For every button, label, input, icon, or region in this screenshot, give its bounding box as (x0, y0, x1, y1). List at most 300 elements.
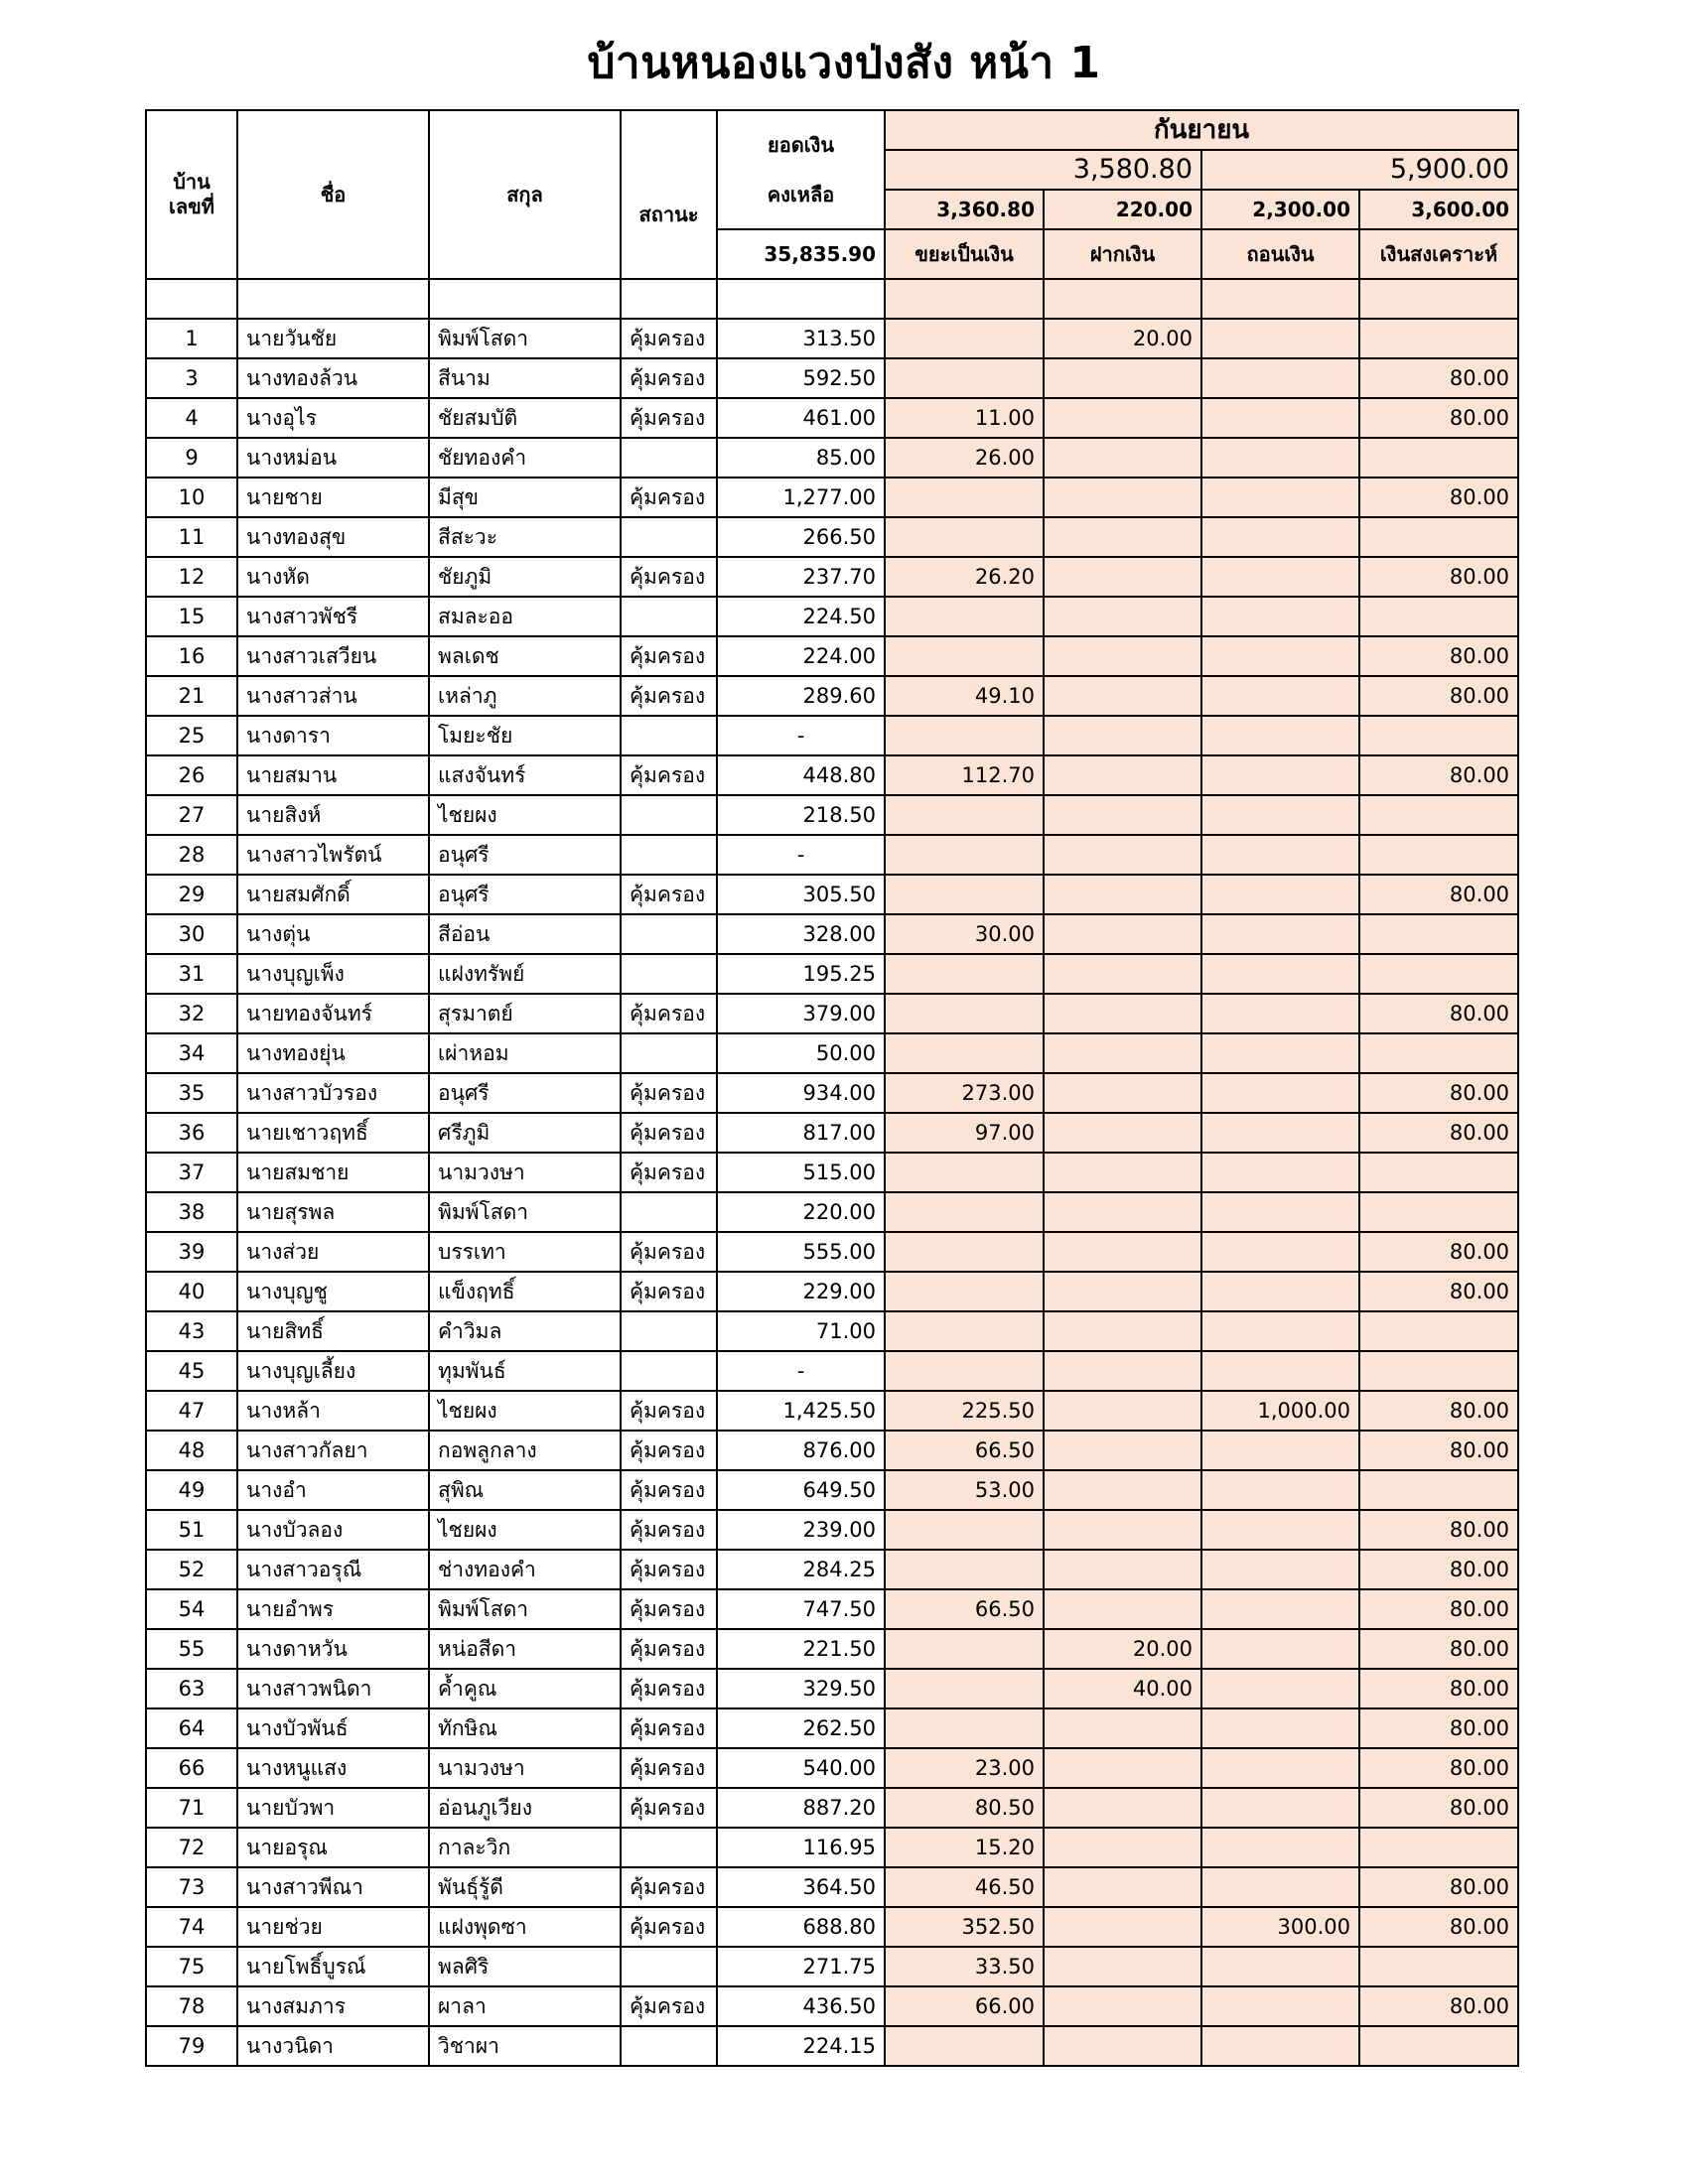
cell-deposit (1044, 835, 1201, 875)
cell-name: นางทองล้วน (237, 358, 429, 398)
table-row (146, 1550, 1518, 1589)
cell-withdraw: 1,000.00 (1201, 1391, 1359, 1431)
cell-house-no: 25 (146, 716, 237, 755)
cell-waste (885, 478, 1044, 517)
header-month: กันยายน (885, 110, 1518, 150)
table-row (146, 1510, 1518, 1550)
cell-waste: 66.00 (885, 1986, 1044, 2026)
cell-house-no: 11 (146, 517, 237, 557)
cell-balance: 876.00 (717, 1431, 885, 1470)
cell-house-no: 36 (146, 1113, 237, 1153)
cell-deposit (1044, 1907, 1201, 1947)
cell-name: นางสาวอรุณี (237, 1550, 429, 1589)
cell-balance: 747.50 (717, 1589, 885, 1629)
spacer-cell (885, 279, 1044, 319)
cell-house-no: 74 (146, 1907, 237, 1947)
cell-house-no: 47 (146, 1391, 237, 1431)
cell-name: นางสาวไพรัตน์ (237, 835, 429, 875)
cell-house-no: 75 (146, 1947, 237, 1986)
cell-waste: 30.00 (885, 914, 1044, 954)
cell-surname: ศรีภูมิ (429, 1113, 621, 1153)
cell-deposit (1044, 517, 1201, 557)
cell-welfare: 80.00 (1359, 398, 1518, 438)
cell-waste (885, 597, 1044, 636)
spacer-cell (237, 279, 429, 319)
cell-waste (885, 358, 1044, 398)
cell-deposit (1044, 914, 1201, 954)
cell-name: นางอำ (237, 1470, 429, 1510)
cell-status: คุ้มครอง (621, 478, 717, 517)
cell-house-no: 9 (146, 438, 237, 478)
cell-deposit (1044, 1311, 1201, 1351)
table-row (146, 319, 1518, 358)
cell-name: นางอุไร (237, 398, 429, 438)
cell-surname: สุพิณ (429, 1470, 621, 1510)
cell-house-no: 37 (146, 1153, 237, 1192)
cell-name: นายสุรพล (237, 1192, 429, 1232)
cell-waste (885, 1351, 1044, 1391)
cell-surname: แฝงพุดซา (429, 1907, 621, 1947)
cell-surname: สุรมาตย์ (429, 994, 621, 1033)
cell-status (621, 795, 717, 835)
cell-status (621, 1351, 717, 1391)
cell-welfare: 80.00 (1359, 358, 1518, 398)
table-row (146, 875, 1518, 914)
cell-surname: อนุศรี (429, 1073, 621, 1113)
spacer-cell (717, 279, 885, 319)
cell-deposit (1044, 1192, 1201, 1232)
cell-deposit (1044, 597, 1201, 636)
cell-welfare (1359, 1947, 1518, 1986)
cell-name: นายสิทธิ์ (237, 1311, 429, 1351)
cell-name: นางดารา (237, 716, 429, 755)
cell-waste (885, 1272, 1044, 1311)
cell-house-no: 79 (146, 2026, 237, 2066)
header-col-total-deposit: 220.00 (1044, 190, 1201, 229)
cell-surname: อนุศรี (429, 875, 621, 914)
table-row (146, 597, 1518, 636)
cell-balance: 649.50 (717, 1470, 885, 1510)
cell-welfare: 80.00 (1359, 1986, 1518, 2026)
cell-waste (885, 954, 1044, 994)
cell-house-no: 40 (146, 1272, 237, 1311)
cell-house-no: 54 (146, 1589, 237, 1629)
cell-house-no: 51 (146, 1510, 237, 1550)
cell-balance: 540.00 (717, 1748, 885, 1788)
cell-welfare: 80.00 (1359, 1550, 1518, 1589)
cell-surname: ไชยผง (429, 1391, 621, 1431)
header-house-no (146, 110, 237, 279)
cell-waste (885, 1550, 1044, 1589)
spacer-cell (146, 279, 237, 319)
cell-status: คุ้มครอง (621, 1153, 717, 1192)
cell-withdraw (1201, 597, 1359, 636)
cell-welfare (1359, 1828, 1518, 1867)
cell-welfare (1359, 716, 1518, 755)
cell-welfare: 80.00 (1359, 1589, 1518, 1629)
cell-surname: นามวงษา (429, 1153, 621, 1192)
header-balance-total: 35,835.90 (717, 229, 885, 279)
spacer-cell (1359, 279, 1518, 319)
cell-name: นางทองยุ่น (237, 1033, 429, 1073)
cell-surname: หน่อสีดา (429, 1629, 621, 1669)
cell-welfare: 80.00 (1359, 1788, 1518, 1828)
cell-surname: ชัยสมบัติ (429, 398, 621, 438)
cell-withdraw (1201, 1510, 1359, 1550)
cell-welfare (1359, 438, 1518, 478)
cell-house-no: 34 (146, 1033, 237, 1073)
cell-status: คุ้มครอง (621, 1550, 717, 1589)
cell-status: คุ้มครอง (621, 1073, 717, 1113)
cell-withdraw (1201, 1311, 1359, 1351)
cell-deposit (1044, 1351, 1201, 1391)
cell-welfare (1359, 1192, 1518, 1232)
cell-withdraw (1201, 994, 1359, 1033)
cell-status (621, 716, 717, 755)
cell-welfare: 80.00 (1359, 1708, 1518, 1748)
cell-surname: กาละวิก (429, 1828, 621, 1867)
header-house-no-line1: บ้าน (173, 170, 211, 194)
cell-surname: แข็งฤทธิ์ (429, 1272, 621, 1311)
cell-surname: ค้ำคูณ (429, 1669, 621, 1708)
cell-waste (885, 994, 1044, 1033)
cell-welfare: 80.00 (1359, 1669, 1518, 1708)
table-row (146, 1986, 1518, 2026)
cell-balance: 266.50 (717, 517, 885, 557)
cell-name: นางหล้า (237, 1391, 429, 1431)
cell-name: นายสมศักดิ์ (237, 875, 429, 914)
cell-status: คุ้มครอง (621, 1669, 717, 1708)
cell-deposit: 40.00 (1044, 1669, 1201, 1708)
cell-withdraw: 300.00 (1201, 1907, 1359, 1947)
cell-waste (885, 517, 1044, 557)
header-col-total-withdraw: 2,300.00 (1201, 190, 1359, 229)
cell-waste (885, 795, 1044, 835)
cell-deposit (1044, 1073, 1201, 1113)
cell-name: นางวนิดา (237, 2026, 429, 2066)
cell-balance: 116.95 (717, 1828, 885, 1867)
cell-welfare: 80.00 (1359, 557, 1518, 597)
cell-deposit (1044, 358, 1201, 398)
cell-withdraw (1201, 954, 1359, 994)
cell-welfare: 80.00 (1359, 636, 1518, 676)
cell-balance: 224.15 (717, 2026, 885, 2066)
table-row (146, 1788, 1518, 1828)
cell-deposit: 20.00 (1044, 319, 1201, 358)
cell-deposit (1044, 676, 1201, 716)
cell-deposit (1044, 954, 1201, 994)
cell-surname: สีนาม (429, 358, 621, 398)
cell-house-no: 55 (146, 1629, 237, 1669)
cell-status: คุ้มครอง (621, 1510, 717, 1550)
cell-deposit (1044, 1708, 1201, 1748)
cell-name: นางบุญเพ็ง (237, 954, 429, 994)
cell-withdraw (1201, 1867, 1359, 1907)
cell-deposit (1044, 795, 1201, 835)
cell-balance: 379.00 (717, 994, 885, 1033)
cell-waste: 112.70 (885, 755, 1044, 795)
cell-status: คุ้มครอง (621, 358, 717, 398)
cell-withdraw (1201, 914, 1359, 954)
cell-deposit (1044, 994, 1201, 1033)
cell-balance: 934.00 (717, 1073, 885, 1113)
cell-surname: ชัยทองคำ (429, 438, 621, 478)
page-title: บ้านหนองแวงป่งสัง หน้า 1 (587, 38, 1101, 88)
cell-balance: 688.80 (717, 1907, 885, 1947)
table-row (146, 1589, 1518, 1629)
cell-withdraw (1201, 1232, 1359, 1272)
cell-deposit (1044, 1470, 1201, 1510)
cell-surname: พลศิริ (429, 1947, 621, 1986)
cell-waste: 23.00 (885, 1748, 1044, 1788)
cell-surname: แสงจันทร์ (429, 755, 621, 795)
cell-status: คุ้มครอง (621, 1748, 717, 1788)
cell-house-no: 72 (146, 1828, 237, 1867)
cell-withdraw (1201, 1947, 1359, 1986)
cell-balance: 1,277.00 (717, 478, 885, 517)
cell-balance: 262.50 (717, 1708, 885, 1748)
table-row (146, 1907, 1518, 1947)
table-row (146, 1113, 1518, 1153)
cell-withdraw (1201, 1033, 1359, 1073)
cell-balance: 71.00 (717, 1311, 885, 1351)
cell-surname: พิมพ์โสดา (429, 1192, 621, 1232)
cell-name: นายช่วย (237, 1907, 429, 1947)
table-row (146, 1828, 1518, 1867)
cell-name: นายสิงห์ (237, 795, 429, 835)
cell-status (621, 954, 717, 994)
cell-name: นางทองสุข (237, 517, 429, 557)
cell-withdraw (1201, 795, 1359, 835)
table-row (146, 358, 1518, 398)
cell-status (621, 914, 717, 954)
cell-balance: 817.00 (717, 1113, 885, 1153)
cell-surname: นามวงษา (429, 1748, 621, 1788)
cell-status (621, 1947, 717, 1986)
cell-deposit (1044, 1947, 1201, 1986)
cell-withdraw (1201, 557, 1359, 597)
cell-waste: 80.50 (885, 1788, 1044, 1828)
cell-withdraw (1201, 1192, 1359, 1232)
cell-surname: มีสุข (429, 478, 621, 517)
cell-deposit (1044, 755, 1201, 795)
cell-balance: 364.50 (717, 1867, 885, 1907)
cell-balance: 461.00 (717, 398, 885, 438)
cell-balance: 284.25 (717, 1550, 885, 1589)
cell-balance: 313.50 (717, 319, 885, 358)
cell-status: คุ้มครอง (621, 636, 717, 676)
cell-house-no: 64 (146, 1708, 237, 1748)
cell-house-no: 48 (146, 1431, 237, 1470)
cell-status (621, 835, 717, 875)
cell-welfare: 80.00 (1359, 1748, 1518, 1788)
cell-deposit (1044, 2026, 1201, 2066)
cell-surname: เหล่าภู (429, 676, 621, 716)
cell-balance: 218.50 (717, 795, 885, 835)
cell-house-no: 4 (146, 398, 237, 438)
cell-name: นายชาย (237, 478, 429, 517)
cell-status: คุ้มครอง (621, 398, 717, 438)
cell-name: นางส่วย (237, 1232, 429, 1272)
cell-deposit (1044, 557, 1201, 597)
cell-deposit (1044, 398, 1201, 438)
cell-waste: 46.50 (885, 1867, 1044, 1907)
cell-withdraw (1201, 835, 1359, 875)
cell-name: นางดาหวัน (237, 1629, 429, 1669)
header-status: สถานะ (621, 110, 717, 279)
cell-house-no: 73 (146, 1867, 237, 1907)
header-col-total-waste: 3,360.80 (885, 190, 1044, 229)
spacer-cell (1044, 279, 1201, 319)
cell-status (621, 1311, 717, 1351)
cell-welfare (1359, 1311, 1518, 1351)
cell-withdraw (1201, 1986, 1359, 2026)
cell-withdraw (1201, 358, 1359, 398)
cell-house-no: 78 (146, 1986, 237, 2026)
table-row (146, 1351, 1518, 1391)
cell-deposit (1044, 438, 1201, 478)
cell-balance: - (717, 835, 885, 875)
cell-surname: ไชยผง (429, 795, 621, 835)
cell-withdraw (1201, 1431, 1359, 1470)
cell-welfare: 80.00 (1359, 994, 1518, 1033)
cell-name: นางสาวเสวียน (237, 636, 429, 676)
cell-withdraw (1201, 676, 1359, 716)
cell-deposit (1044, 1431, 1201, 1470)
cell-status (621, 1033, 717, 1073)
table-body (146, 279, 1518, 2066)
cell-name: นางสาวพนิดา (237, 1669, 429, 1708)
header-name: ชื่อ (237, 110, 429, 279)
cell-house-no: 38 (146, 1192, 237, 1232)
cell-name: นายโพธิ์บูรณ์ (237, 1947, 429, 1986)
cell-surname: พลเดช (429, 636, 621, 676)
cell-withdraw (1201, 1589, 1359, 1629)
cell-status (621, 597, 717, 636)
cell-waste: 33.50 (885, 1947, 1044, 1986)
header-spacer-row (146, 279, 1518, 319)
table-row (146, 1629, 1518, 1669)
cell-name: นายเชาวฤทธิ์ (237, 1113, 429, 1153)
cell-house-no: 12 (146, 557, 237, 597)
cell-name: นางสาวพัชรี (237, 597, 429, 636)
header-col-deposit: ฝากเงิน (1044, 229, 1201, 279)
cell-withdraw (1201, 478, 1359, 517)
cell-balance: 224.50 (717, 597, 885, 636)
cell-waste: 97.00 (885, 1113, 1044, 1153)
cell-surname: สมละออ (429, 597, 621, 636)
cell-balance: 50.00 (717, 1033, 885, 1073)
table-row (146, 716, 1518, 755)
cell-surname: พิมพ์โสดา (429, 1589, 621, 1629)
cell-welfare (1359, 597, 1518, 636)
cell-waste (885, 2026, 1044, 2066)
table-header (146, 110, 1518, 279)
cell-waste (885, 835, 1044, 875)
cell-waste: 11.00 (885, 398, 1044, 438)
cell-name: นางสาวกัลยา (237, 1431, 429, 1470)
cell-welfare (1359, 795, 1518, 835)
cell-house-no: 30 (146, 914, 237, 954)
cell-name: นายบัวพา (237, 1788, 429, 1828)
cell-waste: 26.20 (885, 557, 1044, 597)
cell-house-no: 26 (146, 755, 237, 795)
cell-deposit (1044, 716, 1201, 755)
header-balance-line1: ยอดเงิน (768, 132, 834, 157)
cell-withdraw (1201, 1351, 1359, 1391)
header-balance-line2: คงเหลือ (767, 182, 835, 206)
cell-status (621, 517, 717, 557)
cell-status: คุ้มครอง (621, 875, 717, 914)
cell-name: นางตุ่น (237, 914, 429, 954)
cell-surname: ช่างทองคำ (429, 1550, 621, 1589)
cell-house-no: 52 (146, 1550, 237, 1589)
cell-waste: 49.10 (885, 676, 1044, 716)
cell-welfare (1359, 2026, 1518, 2066)
cell-withdraw (1201, 1828, 1359, 1867)
cell-withdraw (1201, 755, 1359, 795)
cell-status: คุ้มครอง (621, 1708, 717, 1748)
cell-status: คุ้มครอง (621, 676, 717, 716)
cell-status: คุ้มครอง (621, 1867, 717, 1907)
cell-balance: 328.00 (717, 914, 885, 954)
header-group-total-1: 3,580.80 (885, 150, 1201, 190)
cell-withdraw (1201, 1708, 1359, 1748)
cell-waste (885, 1510, 1044, 1550)
cell-deposit (1044, 1232, 1201, 1272)
cell-status: คุ้มครอง (621, 755, 717, 795)
cell-house-no: 45 (146, 1351, 237, 1391)
cell-balance: 224.00 (717, 636, 885, 676)
cell-waste (885, 1232, 1044, 1272)
cell-balance: - (717, 1351, 885, 1391)
table-row (146, 1033, 1518, 1073)
table-row (146, 914, 1518, 954)
cell-status: คุ้มครอง (621, 1788, 717, 1828)
table-row (146, 1947, 1518, 1986)
cell-status: คุ้มครอง (621, 1470, 717, 1510)
cell-surname: สีสะวะ (429, 517, 621, 557)
cell-house-no: 27 (146, 795, 237, 835)
cell-name: นางสาวพีณา (237, 1867, 429, 1907)
cell-welfare: 80.00 (1359, 676, 1518, 716)
cell-status: คุ้มครอง (621, 1232, 717, 1272)
table-row (146, 1748, 1518, 1788)
cell-withdraw (1201, 1669, 1359, 1708)
cell-welfare: 80.00 (1359, 478, 1518, 517)
cell-waste (885, 319, 1044, 358)
cell-balance: 329.50 (717, 1669, 885, 1708)
cell-house-no: 10 (146, 478, 237, 517)
table-row (146, 1232, 1518, 1272)
cell-status: คุ้มครอง (621, 1272, 717, 1311)
cell-deposit (1044, 1748, 1201, 1788)
cell-deposit (1044, 1153, 1201, 1192)
cell-name: นายอรุณ (237, 1828, 429, 1867)
cell-balance: 436.50 (717, 1986, 885, 2026)
cell-name: นายสมชาย (237, 1153, 429, 1192)
cell-status: คุ้มครอง (621, 1907, 717, 1947)
cell-waste: 15.20 (885, 1828, 1044, 1867)
cell-surname: แฝงทรัพย์ (429, 954, 621, 994)
cell-balance: 221.50 (717, 1629, 885, 1669)
cell-name: นางหนูแสง (237, 1748, 429, 1788)
cell-deposit (1044, 1867, 1201, 1907)
cell-surname: สีอ่อน (429, 914, 621, 954)
cell-name: นางสาวบัวรอง (237, 1073, 429, 1113)
cell-waste (885, 875, 1044, 914)
cell-balance: 289.60 (717, 676, 885, 716)
